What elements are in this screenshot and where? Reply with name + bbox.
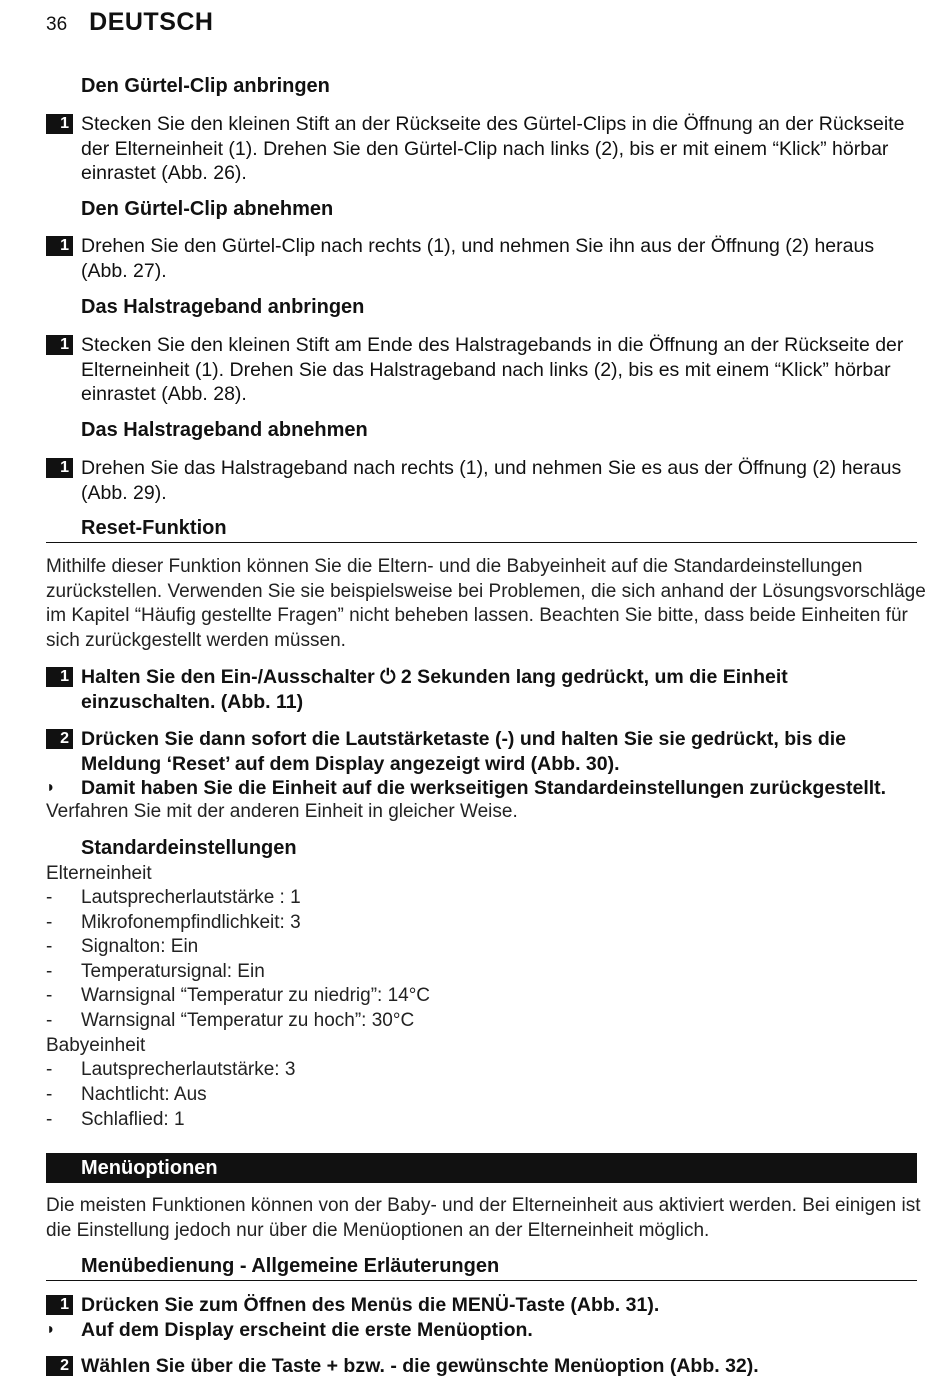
heading-defaults: Standardeinstellungen xyxy=(81,837,297,859)
result-text: Auf dem Display erscheint die erste Menüoption. xyxy=(81,1319,533,1341)
step-reset-2 xyxy=(46,727,926,776)
heading-rule xyxy=(46,542,917,543)
step-text: Wählen Sie über die Taste + bzw. - die gewünschte Menüoption (Abb. 32). xyxy=(81,1355,759,1377)
heading-strap-remove: Das Halstrageband abnehmen xyxy=(81,419,368,441)
page-number: 36 xyxy=(46,14,68,35)
step-number: 1 xyxy=(46,667,73,687)
step-number: 1 xyxy=(46,236,73,256)
list-dash: - xyxy=(46,961,53,982)
step-text: Drücken Sie zum Öffnen des Menüs die MENÜ-Taste (Abb. 31). xyxy=(81,1294,660,1316)
step-text: Stecken Sie den kleinen Stift an der Rückseite des Gürtel-Clips in die Öffnung an der Rückseite der Elterneinheit (1). Drehen Sie den Gürtel-Clip nach links (2), bis er mit einem “Klick” hörbar einrastet (Abb. 26). xyxy=(81,113,905,184)
list-dash: - xyxy=(46,912,53,933)
list-dash: - xyxy=(46,936,53,957)
heading-strap-attach: Das Halstrageband anbringen xyxy=(81,296,365,318)
step-strap-attach-1 xyxy=(46,333,926,407)
list-item: - Temperatursignal: Ein xyxy=(46,960,265,985)
step-number: 1 xyxy=(46,1295,73,1315)
menu-result xyxy=(46,1318,926,1343)
result-text: Damit haben Sie die Einheit auf die werkseitigen Standardeinstellungen zurückgestellt. xyxy=(81,777,887,799)
list-item: - Mikrofonempfindlichkeit: 3 xyxy=(46,911,301,936)
heading-menu-general: Menübedienung - Allgemeine Erläuterungen xyxy=(81,1255,500,1277)
list-dash: - xyxy=(46,985,53,1006)
list-item: - Nachtlicht: Aus xyxy=(46,1083,207,1108)
step-number: 2 xyxy=(46,729,73,749)
list-item: - Lautsprecherlautstärke: 3 xyxy=(46,1058,295,1083)
list-item: - Warnsignal “Temperatur zu hoch”: 30°C xyxy=(46,1009,414,1034)
heading-clip-attach: Den Gürtel-Clip anbringen xyxy=(81,75,330,97)
step-number: 1 xyxy=(46,458,73,478)
step-text: Halten Sie den Ein-/Ausschalter ⏻ 2 Sekunden lang gedrückt, um die Einheit einzuschalten. (Abb. 11) xyxy=(81,666,788,713)
bullet-icon: ◗ xyxy=(46,1321,56,1338)
step-text: Drehen Sie den Gürtel-Clip nach rechts (1), und nehmen Sie ihn aus der Öffnung (2) heraus (Abb. 27). xyxy=(81,235,875,282)
baby-unit-label: Babyeinheit xyxy=(46,1035,146,1056)
step-number: 2 xyxy=(46,1356,73,1376)
step-clip-remove-1 xyxy=(46,234,926,283)
list-dash: - xyxy=(46,1084,53,1105)
list-dash: - xyxy=(46,1010,53,1031)
list-dash: - xyxy=(46,1109,53,1130)
heading-reset: Reset-Funktion xyxy=(81,517,227,539)
list-dash: - xyxy=(46,1059,53,1080)
parent-unit-label: Elterneinheit xyxy=(46,863,152,884)
list-item: - Signalton: Ein xyxy=(46,935,198,960)
step-number: 1 xyxy=(46,335,73,355)
step-text: Drücken Sie dann sofort die Lautstärketaste (-) und halten Sie sie gedrückt, bis die Meldung ‘Reset’ auf dem Display angezeigt wird (Abb. 30). xyxy=(81,728,847,775)
heading-rule xyxy=(46,1280,917,1281)
step-text: Drehen Sie das Halstrageband nach rechts (1), und nehmen Sie es aus der Öffnung (2) heraus (Abb. 29). xyxy=(81,457,902,504)
step-strap-remove-1 xyxy=(46,456,926,505)
heading-clip-remove: Den Gürtel-Clip abnehmen xyxy=(81,198,334,220)
list-dash: - xyxy=(46,887,53,908)
step-clip-attach-1 xyxy=(46,112,926,186)
step-menu-2 xyxy=(46,1354,926,1379)
section-banner-menu: Menüoptionen xyxy=(46,1153,917,1183)
page-header xyxy=(46,8,213,37)
list-item: - Lautsprecherlautstärke : 1 xyxy=(46,886,301,911)
bullet-icon: ◗ xyxy=(46,779,56,796)
step-reset-1 xyxy=(46,665,926,714)
reset-intro: Mithilfe dieser Funktion können Sie die Eltern- und die Babyeinheit auf die Standardeinstellungen zurückstellen. Verwenden Sie sie beispielsweise bei Problemen, die sich anhand der Lösungsvorschläge im Kapitel “Häufig gestellte Fragen” nicht beheben lassen. Beachten Sie bitte, dass beide Einheiten für sich zurückgestellt werden müssen. xyxy=(46,556,926,651)
reset-result xyxy=(46,776,926,801)
step-text: Stecken Sie den kleinen Stift am Ende des Halstragebands in die Öffnung an der Rückseite der Elterneinheit (1). Drehen Sie das Halstrageband nach links (2), bis es mit einem “Klick” hörbar einrastet (Abb. 28). xyxy=(81,334,904,405)
list-item: - Warnsignal “Temperatur zu niedrig”: 14°C xyxy=(46,984,430,1009)
step-menu-1 xyxy=(46,1293,926,1318)
language-title: DEUTSCH xyxy=(89,8,214,36)
step-number: 1 xyxy=(46,114,73,134)
list-item: - Schlaflied: 1 xyxy=(46,1108,185,1133)
menu-intro: Die meisten Funktionen können von der Baby- und der Elterneinheit aus aktiviert werden. Bei einigen ist die Einstellung jedoch nur über die Menüoptionen an der Elterneinheit möglich. xyxy=(46,1195,921,1241)
reset-note: Verfahren Sie mit der anderen Einheit in gleicher Weise. xyxy=(46,801,518,822)
